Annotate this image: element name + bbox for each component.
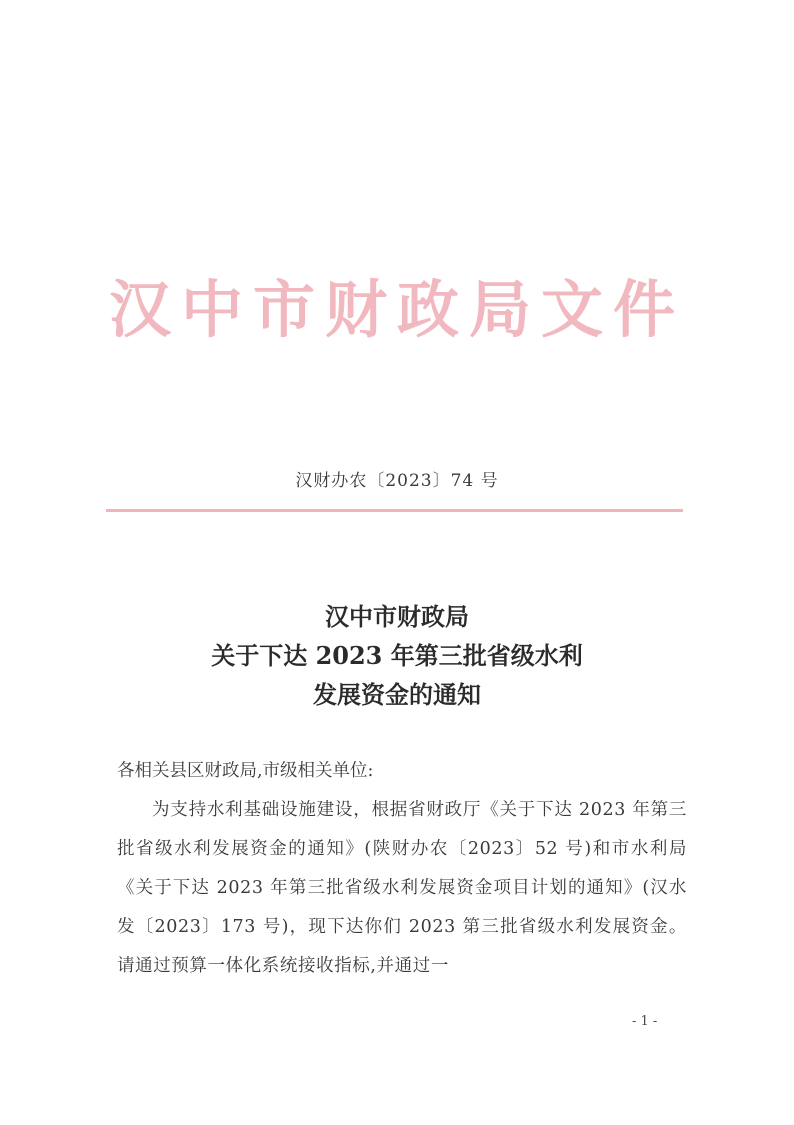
document-number: 汉财办农〔2023〕74 号 [295,471,499,491]
notice-body [117,752,687,986]
notice-title [0,597,794,714]
page-number: - 1 - [632,1014,658,1029]
document-masthead: 汉中市财政局文件 [108,273,685,346]
title-line-subject-end: 发展资金的通知 [313,680,481,709]
title-line-subject: 关于下达 2023 年第三批省级水利 [211,641,583,670]
salutation: 各相关县区财政局,市级相关单位: [117,761,374,781]
title-line-issuer: 汉中市财政局 [325,602,469,631]
body-paragraph: 为支持水利基础设施建设，根据省财政厅《关于下达 2023 年第三批省级水利发展资金的通知》(陕财办农〔2023〕52 号)和市水利局《关于下达 2023 年第三批省级水利发展资金项目计划的通知》(汉水发〔2023〕173 号)，现下达你们 2023 第三批省级水利发展资金。请通过预算一体化系统接收指标,并通过一 [117,800,687,976]
header-divider [106,509,683,512]
